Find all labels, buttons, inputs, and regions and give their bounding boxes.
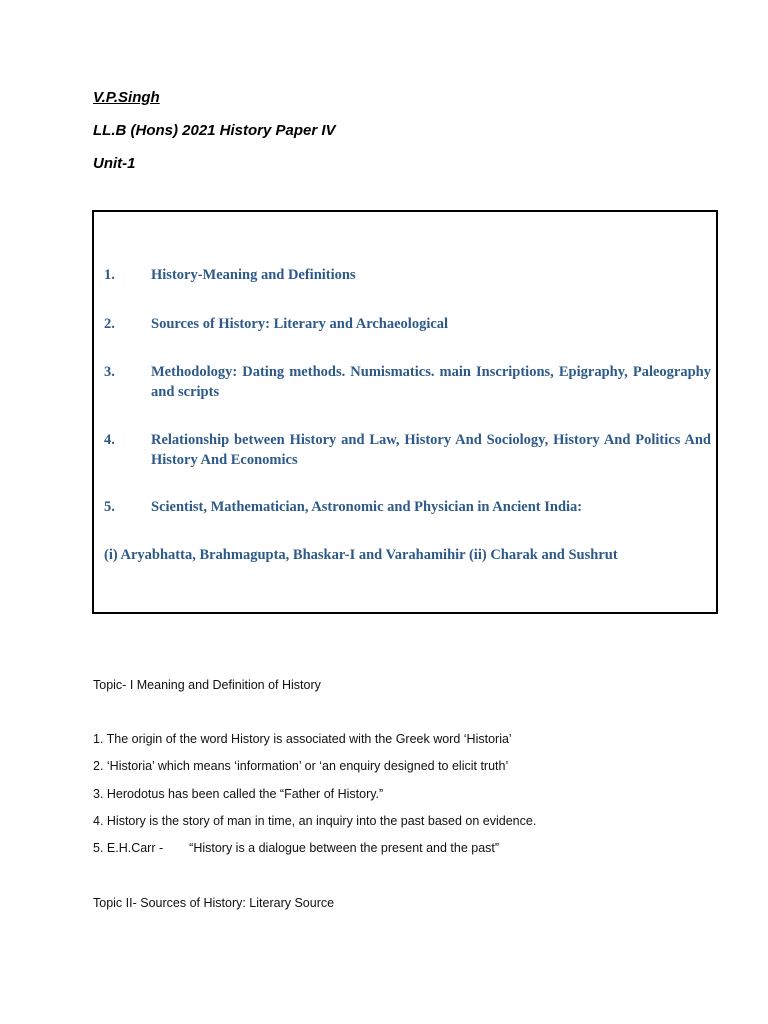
syllabus-sub-item: (i) Aryabhatta, Brahmagupta, Bhaskar-I and Varahamihir (ii) Charak and Sushrut [104, 547, 618, 563]
topic-heading: Topic II- Sources of History: Literary Source [93, 896, 335, 910]
syllabus-item-text: Methodology: Dating methods. Numismatics. main Inscriptions, Epigraphy, Paleography and scripts [151, 364, 711, 400]
syllabus-item-number: 2. [104, 316, 115, 332]
topic-heading: Topic- I Meaning and Definition of History [93, 678, 321, 692]
syllabus-item [104, 497, 711, 517]
unit-label: Unit-1 [93, 155, 136, 172]
topic-point: 4. History is the story of man in time, an inquiry into the past based on evidence. [93, 814, 537, 828]
syllabus-item [104, 362, 711, 402]
syllabus-box [92, 210, 718, 614]
topic-point: 2. ‘Historia’ which means ‘information’ or ‘an enquiry designed to elicit truth’ [93, 759, 509, 773]
paper-title: LL.B (Hons) 2021 History Paper IV [93, 122, 336, 139]
syllabus-item-text: Sources of History: Literary and Archaeological [151, 316, 449, 332]
syllabus-item [104, 314, 711, 334]
syllabus-item-number: 4. [104, 432, 115, 448]
topic-point: 1. The origin of the word History is associated with the Greek word ‘Historia’ [93, 732, 512, 746]
syllabus-item-text: Relationship between History and Law, History And Sociology, History And Politics And History And Economics [151, 432, 711, 468]
syllabus-item-number: 3. [104, 364, 115, 380]
syllabus-item-text: Scientist, Mathematician, Astronomic and Physician in Ancient India: [151, 499, 583, 515]
author-name: V.P.Singh [93, 89, 160, 106]
topic-point-quote: “History is a dialogue between the present and the past” [189, 841, 500, 855]
topic-point-prefix: 5. E.H.Carr - [93, 841, 164, 855]
syllabus-item-text: History-Meaning and Definitions [151, 267, 356, 283]
syllabus-item-number: 1. [104, 267, 115, 283]
syllabus-item-number: 5. [104, 499, 115, 515]
syllabus-item [104, 265, 711, 285]
syllabus-item [104, 430, 711, 470]
topic-point: 3. Herodotus has been called the “Father of History.” [93, 787, 384, 801]
topic-point [93, 840, 499, 856]
